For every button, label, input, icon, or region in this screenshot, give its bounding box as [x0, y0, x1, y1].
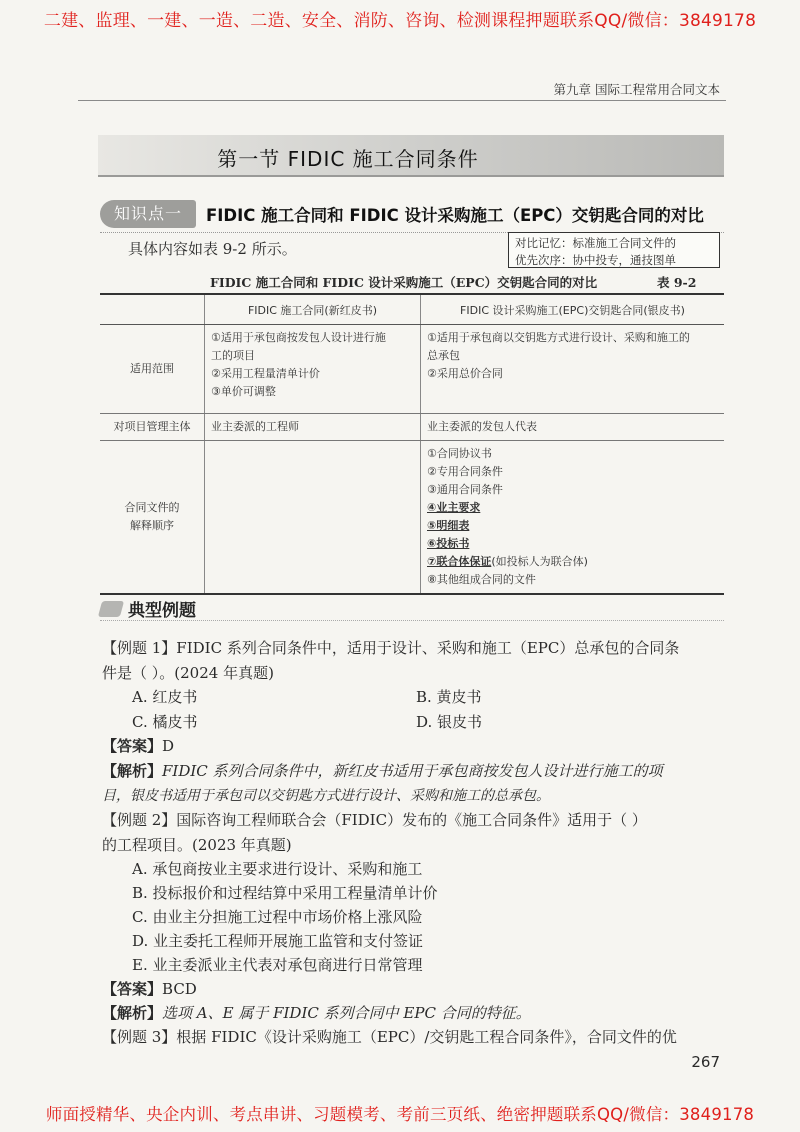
cell-line: ④业主要求 — [427, 501, 481, 514]
table-header-cell — [100, 294, 205, 325]
header-divider — [78, 100, 726, 101]
silver-book-cell — [421, 325, 725, 414]
top-promo-banner: 二建、监理、一建、一造、二造、安全、消防、咨询、检测课程押题联系QQ/微信：3849178 — [43, 11, 757, 31]
pencil-icon — [98, 601, 124, 617]
intro-text: 具体内容如表 9-2 所示。 — [128, 240, 297, 258]
cell-line: ⑥投标书 — [427, 537, 470, 550]
cell-line: ②采用总价合同 — [427, 367, 503, 380]
answer-value: D — [162, 737, 175, 755]
question-line: 【例题 2】国际咨询工程师联合会（FIDIC）发布的《施工合同条件》适用于（ ） — [102, 811, 647, 829]
cell-fragment: ⑦联合体保证 — [427, 555, 492, 568]
option: B. 投标报价和过程结算中采用工程量清单计价 — [132, 884, 438, 902]
answer-label: 【答案】 — [102, 737, 163, 755]
table-header-row — [100, 294, 724, 325]
row-label: 对项目管理主体 — [100, 414, 205, 441]
analysis-text: 选项 A、E 属于 FIDIC 系列合同中 EPC 合同的特征。 — [162, 1004, 531, 1022]
table-number: 表 9-2 — [657, 275, 697, 290]
question-line: 【例题 3】根据 FIDIC《设计采购施工（EPC）/交钥匙工程合同条件》，合同文件的优 — [102, 1028, 677, 1046]
option: B. 黄皮书 — [416, 688, 482, 706]
memo-box — [508, 232, 720, 268]
examples-divider — [100, 620, 724, 621]
table-header-cell: FIDIC 设计采购施工(EPC)交钥匙合同(银皮书) — [421, 294, 725, 325]
answer-value: BCD — [162, 980, 197, 998]
cell-fragment: (如投标人为联合体) — [491, 555, 588, 568]
cell-line: ⑤明细表 — [427, 519, 470, 532]
chapter-header: 第九章 国际工程常用合同文本 — [553, 82, 720, 97]
examples-heading — [100, 596, 196, 621]
answer-line — [102, 978, 197, 999]
cell-line: 业主委派的发包人代表 — [427, 420, 537, 433]
row-label-line: 解释顺序 — [130, 519, 174, 532]
option: E. 业主委派业主代表对承包商进行日常管理 — [132, 956, 423, 974]
analysis-label: 【解析】 — [102, 1004, 163, 1022]
analysis-line — [102, 760, 663, 781]
option: D. 业主委托工程师开展施工监管和支付签证 — [132, 932, 424, 950]
answer-label: 【答案】 — [102, 980, 163, 998]
cell-line — [427, 553, 718, 571]
table-row — [100, 414, 724, 441]
question-line: 件是（ ）。(2024 年真题) — [102, 664, 274, 682]
question-line: 【例题 1】FIDIC 系列合同条件中，适用于设计、采购和施工（EPC）总承包的合同条 — [102, 639, 680, 657]
cell-line: 总承包 — [427, 349, 460, 362]
analysis-line: 目，银皮书适用于承包司以交钥匙方式进行设计、采购和施工的总承包。 — [102, 788, 550, 804]
option: A. 承包商按业主要求进行设计、采购和施工 — [132, 860, 423, 878]
section-title: 第一节 FIDIC 施工合同条件 — [217, 147, 479, 171]
cell-line: ①适用于承包商按发包人设计进行施 — [211, 331, 386, 344]
cell-line: ③通用合同条件 — [427, 483, 503, 496]
red-book-cell — [205, 441, 421, 595]
cell-line: ①适用于承包商以交钥匙方式进行设计、采购和施工的 — [427, 331, 690, 344]
memo-line: 优先次序：协中投专，通技图单 — [515, 253, 676, 267]
table-row — [100, 325, 724, 414]
row-label: 适用范围 — [100, 325, 205, 414]
knowledge-point-title: FIDIC 施工合同和 FIDIC 设计采购施工（EPC）交钥匙合同的对比 — [206, 206, 704, 225]
bottom-promo-banner: 师面授精华、央企内训、考点串讲、习题模考、考前三页纸、绝密押题联系QQ/微信：3849178 — [45, 1105, 755, 1124]
analysis-label: 【解析】 — [102, 762, 163, 780]
cell-line: 工的项目 — [211, 349, 255, 362]
cell-line: ②专用合同条件 — [427, 465, 503, 478]
page-number: 267 — [691, 1053, 720, 1071]
table-row — [100, 441, 724, 595]
analysis-line — [102, 1002, 531, 1023]
silver-book-cell — [421, 441, 725, 595]
memo-line: 对比记忆：标准施工合同文件的 — [515, 236, 676, 250]
cell-line: ③单价可调整 — [211, 385, 276, 398]
knowledge-point-badge: 知识点一 — [100, 200, 196, 228]
table-header-cell: FIDIC 施工合同(新红皮书) — [205, 294, 421, 325]
examples-heading-text: 典型例题 — [128, 601, 196, 621]
table-caption: FIDIC 施工合同和 FIDIC 设计采购施工（EPC）交钥匙合同的对比 — [210, 275, 598, 290]
option: A. 红皮书 — [132, 688, 198, 706]
option: D. 银皮书 — [416, 713, 483, 731]
cell-line: ①合同协议书 — [427, 447, 492, 460]
silver-book-cell — [421, 414, 725, 441]
option: C. 由业主分担施工过程中市场价格上涨风险 — [132, 908, 423, 926]
comparison-table — [100, 293, 724, 595]
cell-line: ②采用工程量清单计价 — [211, 367, 320, 380]
analysis-text: FIDIC 系列合同条件中，新红皮书适用于承包商按发包人设计进行施工的项 — [162, 762, 663, 780]
option: C. 橘皮书 — [132, 713, 198, 731]
red-book-cell — [205, 414, 421, 441]
row-label-line: 合同文件的 — [124, 501, 180, 514]
row-label — [100, 441, 205, 595]
answer-line — [102, 735, 174, 756]
cell-line: 业主委派的工程师 — [211, 420, 299, 433]
cell-line: ⑧其他组成合同的文件 — [427, 573, 536, 586]
question-line: 的工程项目。(2023 年真题) — [102, 836, 292, 854]
red-book-cell — [205, 325, 421, 414]
